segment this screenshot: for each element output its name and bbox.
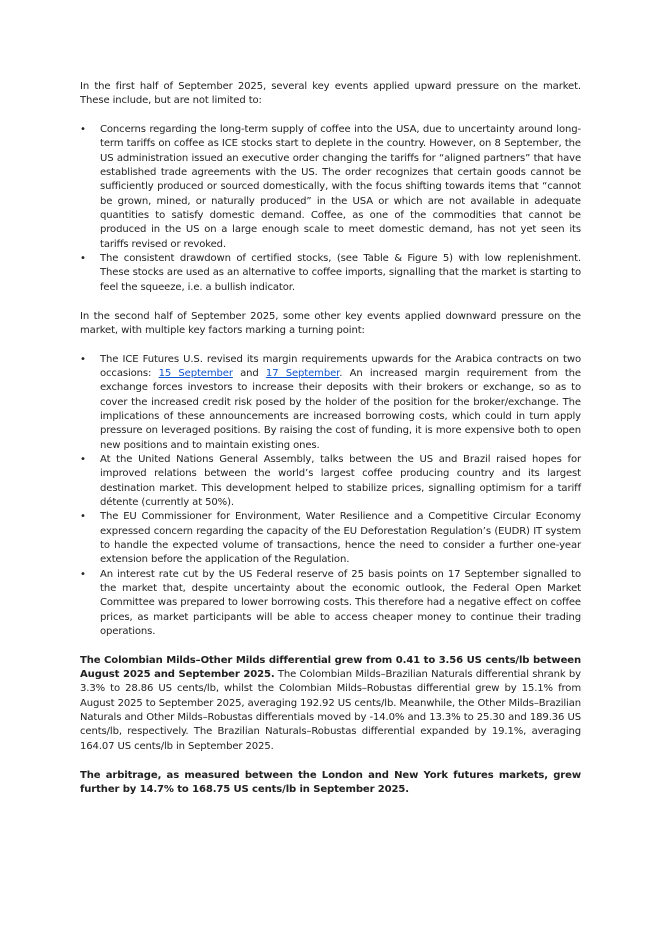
arbitrage-headline: The arbitrage, as measured between the London and New York futures markets, grew further by 14.7% to 168.75 US cents/lb in September 2025. bbox=[80, 769, 581, 795]
link-15-september[interactable]: 15 September bbox=[158, 367, 233, 379]
bullet-icon: • bbox=[80, 124, 86, 136]
intro-second-half: In the second half of September 2025, some other key events applied downward pressure on the market, with multiple key factors marking a turning point: bbox=[80, 310, 581, 336]
differentials-paragraph bbox=[80, 654, 581, 754]
bullet-icon: • bbox=[80, 353, 86, 365]
list-item bbox=[80, 510, 581, 567]
spacer bbox=[80, 338, 581, 352]
bullet-icon: • bbox=[80, 511, 86, 523]
bullet-icon: • bbox=[80, 253, 86, 265]
spacer bbox=[80, 109, 581, 123]
list-item bbox=[80, 123, 581, 252]
list-item-text: At the United Nations General Assembly, talks between the US and Brazil raised hopes for improved relations between the world’s largest coffee producing country and its largest destination market. This development helped to stabilize prices, signalling optimism for a tariff détente (currently at 50%). bbox=[100, 453, 581, 508]
list-item bbox=[80, 453, 581, 510]
margin-text-before: The ICE Futures U.S. revised its margin requirements upwards for the Arabica contracts on two occasions: bbox=[100, 353, 581, 379]
margin-text-between: and bbox=[232, 367, 266, 379]
intro-first-half: In the first half of September 2025, several key events applied upward pressure on the market. These include, but are not limited to: bbox=[80, 81, 581, 107]
list-item-text: An interest rate cut by the US Federal reserve of 25 basis points on 17 September signalled to the market that, despite uncertainty about the economic outlook, the Federal Open Market Committee was prepared to lower borrowing costs. This therefore had a negative effect on coffee prices, as market participants will be able to access cheaper money to continue their trading operations. bbox=[100, 568, 581, 638]
list-item-text: The EU Commissioner for Environment, Water Resilience and a Competitive Circular Economy expressed concern regarding the capacity of the EU Deforestation Regulation’s (EUDR) IT system to handle the expected volume of transactions, hence the need to consider a further one-year extension before the application of the Regulation. bbox=[100, 511, 581, 566]
differentials-headline: The Colombian Milds–Other Milds differential grew from 0.41 to 3.56 US cents/lb between August 2025 and September 2025. bbox=[80, 654, 581, 681]
list-item bbox=[80, 252, 581, 295]
arbitrage-paragraph bbox=[80, 769, 581, 798]
bullet-icon: • bbox=[80, 568, 86, 580]
downward-events-list bbox=[80, 353, 581, 640]
list-item-text: The consistent drawdown of certified stocks, (see Table & Figure 5) with low replenishment. These stocks are used as an alternative to coffee imports, signalling that the market is starting to feel the squeeze, i.e. a bullish indicator. bbox=[100, 253, 581, 293]
link-17-september[interactable]: 17 September bbox=[265, 367, 340, 379]
list-item bbox=[80, 353, 581, 453]
upward-events-list bbox=[80, 123, 581, 295]
bullet-icon: • bbox=[80, 453, 86, 465]
margin-text-after: . An increased margin requirement from the exchange forces investors to increase their deposits with their brokers or exchange, so as to cover the increased credit risk posed by the holder of the position for the broker/exchange. The implications of these announcements are increased borrowing costs, which could in turn apply pressure on leveraged positions. By raising the cost of funding, it is more expensive both to open new positions and to maintain existing ones. bbox=[100, 367, 581, 451]
list-item bbox=[80, 568, 581, 640]
document-page bbox=[80, 80, 581, 797]
spacer bbox=[80, 295, 581, 309]
spacer bbox=[80, 639, 581, 653]
differentials-body: The Colombian Milds–Brazilian Naturals differential shrank by 3.3% to 28.86 US cents/lb, whilst the Colombian Milds–Robustas differential grew by 15.1% from August 2025 to September 2025, averaging 192.92 US cents/lb. Meanwhile, the Other Milds–Brazilian Naturals and Other Milds–Robustas differentials moved by -14.0% and 13.3% to 25.30 and 189.36 US cents/lb, respectively. The Brazilian Naturals–Robustas differential expanded by 19.1%, averaging 164.07 US cents/lb in September 2025. bbox=[80, 669, 581, 752]
spacer bbox=[80, 754, 581, 768]
list-item-text: Concerns regarding the long-term supply of coffee into the USA, due to uncertainty around long-term tariffs on coffee as ICE stocks start to deplete in the country. However, on 8 September, the US administration issued an executive order changing the tariffs for “aligned partners” that have established trade agreements with the US. The order recognizes that certain goods cannot be sufficiently produced or sourced domestically, with the focus shifting towards items that “cannot be grown, mined, or naturally produced” in the USA or which are not available in adequate quantities to satisfy domestic demand. Coffee, as one of the commodities that cannot be produced in the US on a large enough scale to meet domestic demand, has not yet seen its tariffs revised or revoked. bbox=[100, 124, 581, 250]
